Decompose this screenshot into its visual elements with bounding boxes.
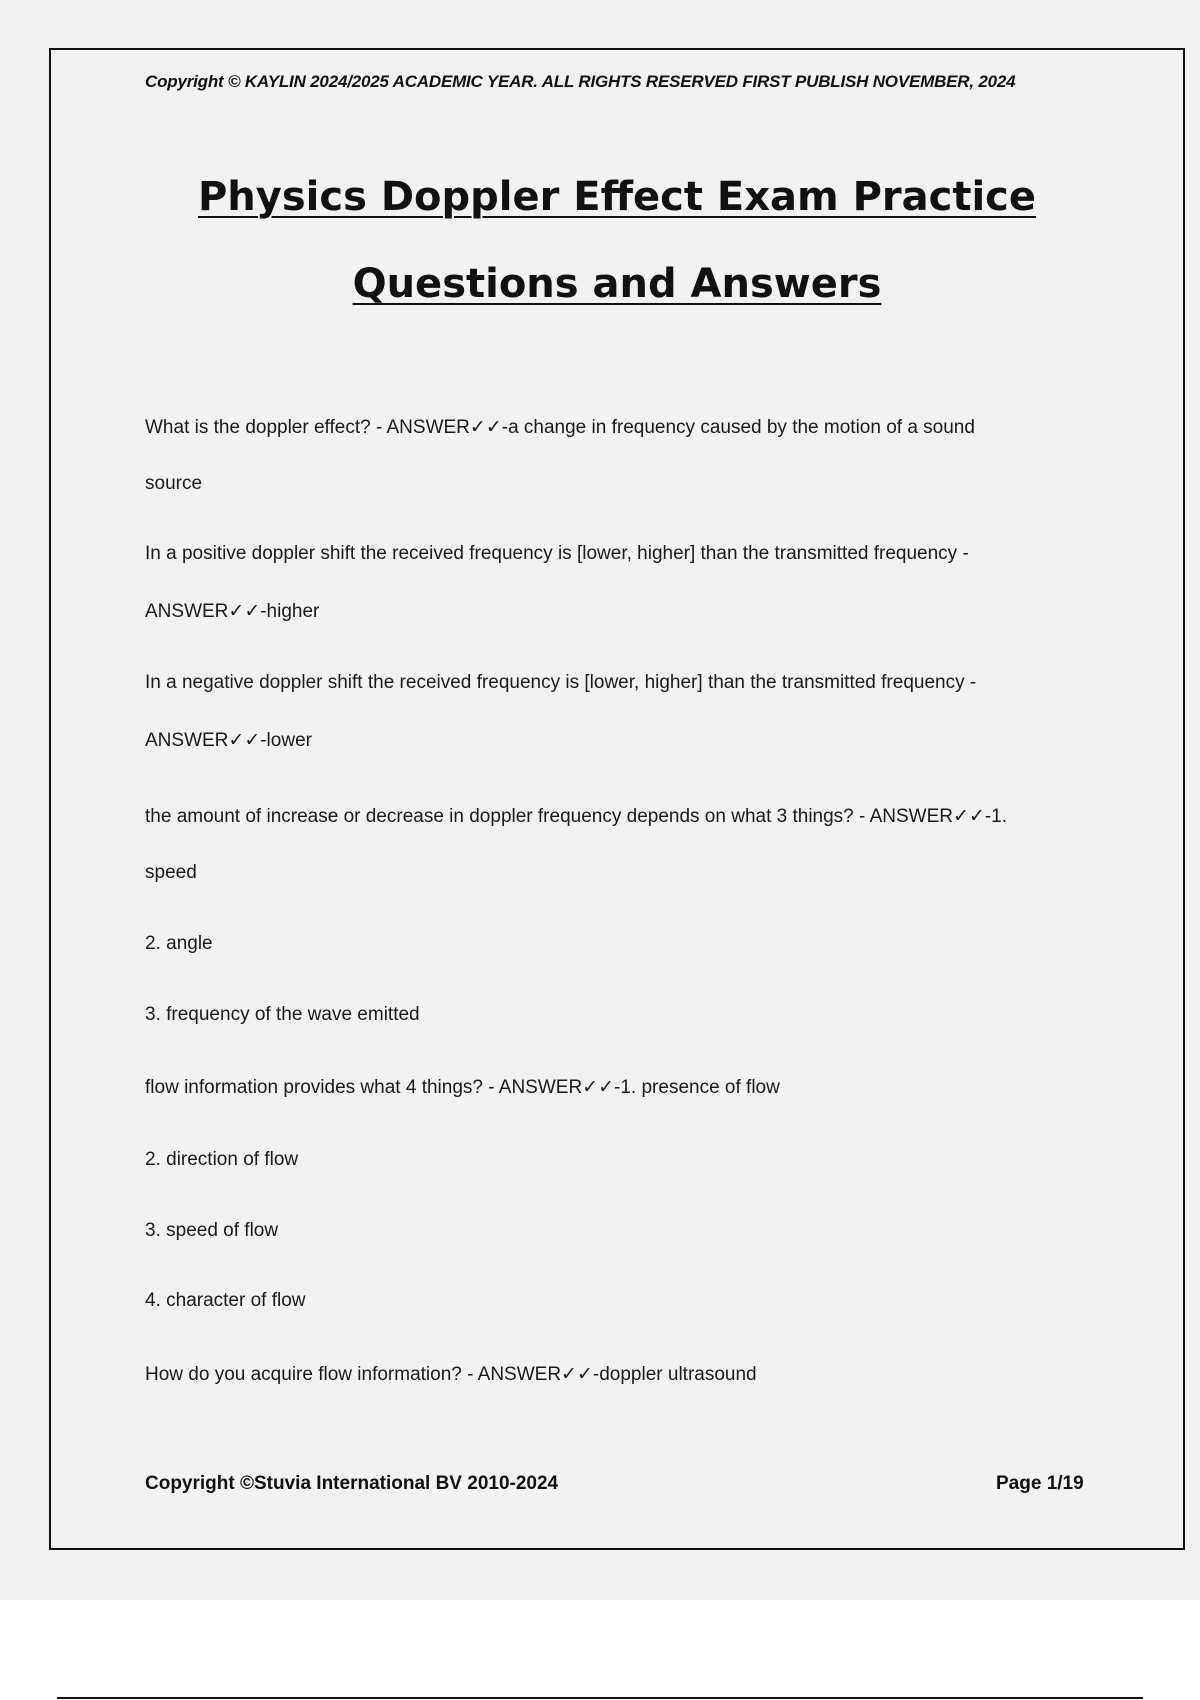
page-number: Page 1/19: [996, 1473, 1084, 1494]
title-text-1: Physics Doppler Effect Exam Practice: [197, 174, 1037, 220]
qa-line: speed: [145, 862, 197, 883]
qa-line: 2. direction of flow: [145, 1149, 299, 1170]
qa-line: In a positive doppler shift the received frequency is [lower, higher] than the transmitted frequency -: [145, 543, 969, 564]
next-page-top-rule: [57, 1697, 1143, 1699]
footer-copyright: Copyright ©Stuvia International BV 2010-2024: [145, 1473, 559, 1494]
qa-line: 2. angle: [145, 933, 213, 954]
qa-line: 4. character of flow: [145, 1290, 306, 1311]
document-title-line-2: [0, 261, 1200, 307]
document-title-line-1: [0, 174, 1200, 220]
qa-line: In a negative doppler shift the received frequency is [lower, higher] than the transmitted frequency -: [145, 672, 977, 693]
qa-line: How do you acquire flow information? - ANSWER✓✓-doppler ultrasound: [145, 1364, 757, 1385]
qa-line: the amount of increase or decrease in doppler frequency depends on what 3 things? - ANSWER✓✓-1.: [145, 806, 1007, 827]
qa-line: flow information provides what 4 things? - ANSWER✓✓-1. presence of flow: [145, 1077, 780, 1098]
qa-line: source: [145, 473, 203, 494]
qa-line: 3. speed of flow: [145, 1220, 279, 1241]
qa-line: ANSWER✓✓-higher: [145, 601, 320, 622]
qa-line: ANSWER✓✓-lower: [145, 730, 312, 751]
header-copyright: Copyright © KAYLIN 2024/2025 ACADEMIC YEAR. ALL RIGHTS RESERVED FIRST PUBLISH NOVEMBER, 2024: [145, 72, 1016, 91]
qa-line: What is the doppler effect? - ANSWER✓✓-a change in frequency caused by the motion of a sound: [145, 417, 975, 438]
title-text-2: Questions and Answers: [352, 261, 882, 307]
qa-line: 3. frequency of the wave emitted: [145, 1004, 420, 1025]
